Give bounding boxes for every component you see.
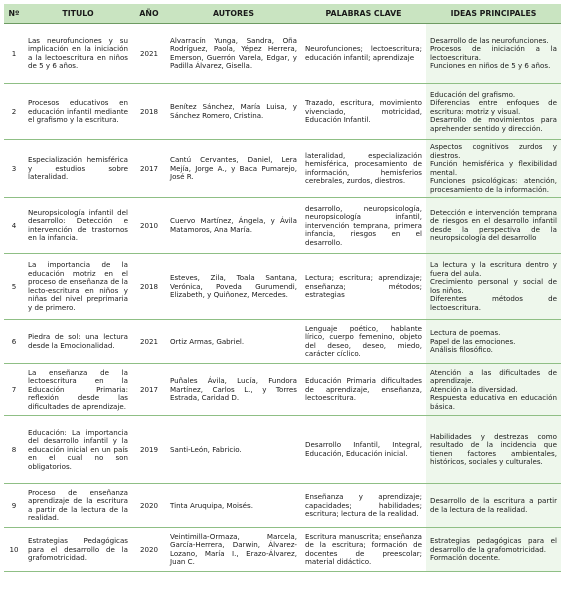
year-cell: 2019 <box>132 416 166 484</box>
table-row <box>4 364 561 416</box>
table-row <box>4 140 561 198</box>
year-cell: 2020 <box>132 484 166 528</box>
ideas-cell: Estrategias pedagógicas para el desarrollo de la grafomotricidad. Formación docente. <box>426 528 561 572</box>
title-cell: La importancia de la educación motriz en el proceso de enseñanza de la lecto-escritura en niños y niñas del nivel preprimaria y de primero. <box>24 254 132 320</box>
authors-cell: Puñales Ávila, Lucía, Fundora Martínez, Carlos L., y Torres Estrada, Caridad D. <box>166 364 301 416</box>
row-number-cell: 7 <box>4 364 24 416</box>
row-number-cell: 6 <box>4 320 24 364</box>
ideas-cell: La lectura y la escritura dentro y fuera del aula. Crecimiento personal y social de los niños. Diferentes métodos de lectoescritura. <box>426 254 561 320</box>
keywords-cell: Neurofunciones; lectoescritura; educación infantil; aprendizaje <box>301 24 426 84</box>
keywords-cell: lateralidad, especialización hemisférica, procesamiento de información, hemisferios cerebrales, zurdos, diestros. <box>301 140 426 198</box>
table-row <box>4 198 561 254</box>
row-number-cell: 2 <box>4 84 24 140</box>
year-cell: 2020 <box>132 528 166 572</box>
row-number-cell: 3 <box>4 140 24 198</box>
authors-cell: Esteves, Zila, Toala Santana, Verónica, Poveda Gurumendi, Elizabeth, y Quiñonez, Mercedes. <box>166 254 301 320</box>
header-anio: AÑO <box>132 4 166 24</box>
title-cell: Las neurofunciones y su implicación en la iniciación a la lectoescritura en niños de 5 y 6 años. <box>24 24 132 84</box>
keywords-cell: desarrollo, neuropsicología, neuropsicología infantil, intervención temprana, primera infancia, riesgos en el desarrollo. <box>301 198 426 254</box>
ideas-cell: Desarrollo de la escritura a partir de la lectura de la realidad. <box>426 484 561 528</box>
header-titulo: TITULO <box>24 4 132 24</box>
header-ideas-principales: IDEAS PRINCIPALES <box>426 4 561 24</box>
ideas-cell: Lectura de poemas. Papel de las emociones. Análisis filosófico. <box>426 320 561 364</box>
title-cell: Estrategias Pedagógicas para el desarrollo de la grafomotricidad. <box>24 528 132 572</box>
keywords-cell: Escritura manuscrita; enseñanza de la escritura; formación de docentes de preescolar; material didáctico. <box>301 528 426 572</box>
table-row <box>4 320 561 364</box>
keywords-cell: Lectura; escritura; aprendizaje; enseñanza; métodos; estrategias <box>301 254 426 320</box>
table-row <box>4 24 561 84</box>
title-cell: La enseñanza de la lectoescritura en la Educación Primaria: reflexión desde las dificultades de aprendizaje. <box>24 364 132 416</box>
ideas-cell: Atención a las dificultades de aprendizaje. Atención a la diversidad. Respuesta educativa en educación básica. <box>426 364 561 416</box>
year-cell: 2010 <box>132 198 166 254</box>
authors-cell: Tinta Aruquipa, Moisés. <box>166 484 301 528</box>
row-number-cell: 9 <box>4 484 24 528</box>
title-cell: Procesos educativos en educación infantil mediante el grafismo y la escritura. <box>24 84 132 140</box>
literature-review-table-container <box>4 4 561 572</box>
authors-cell: Benítez Sánchez, María Luisa, y Sánchez Romero, Cristina. <box>166 84 301 140</box>
year-cell: 2018 <box>132 84 166 140</box>
year-cell: 2018 <box>132 254 166 320</box>
keywords-cell: Enseñanza y aprendizaje; capacidades; habilidades; escritura; lectura de la realidad. <box>301 484 426 528</box>
header-num: Nº <box>4 4 24 24</box>
table-row <box>4 84 561 140</box>
keywords-cell: Educación Primaria dificultades de aprendizaje, enseñanza, lectoescritura. <box>301 364 426 416</box>
authors-cell: Cantú Cervantes, Daniel, Lera Mejía, Jorge A., y Baca Pumarejo, José R. <box>166 140 301 198</box>
year-cell: 2017 <box>132 364 166 416</box>
title-cell: Educación: La importancia del desarrollo infantil y la educación inicial en un país en el cual no son obligatorios. <box>24 416 132 484</box>
row-number-cell: 10 <box>4 528 24 572</box>
header-row <box>4 4 561 24</box>
table-row <box>4 484 561 528</box>
year-cell: 2017 <box>132 140 166 198</box>
table-row <box>4 254 561 320</box>
title-cell: Neuropsicología infantil del desarrollo: Detección e intervención de trastornos en la infancia. <box>24 198 132 254</box>
literature-review-table <box>4 4 561 572</box>
authors-cell: Alvarracín Yunga, Sandra, Oña Rodríguez, Paola, Yépez Herrera, Emerson, Guerrón Varela, Edgar, y Padilla Álvarez, Gisella. <box>166 24 301 84</box>
title-cell: Especialización hemisférica y estudios sobre lateralidad. <box>24 140 132 198</box>
row-number-cell: 1 <box>4 24 24 84</box>
authors-cell: Veintimilla-Ormaza, Marcela, García-Herrera, Darwin, Álvarez-Lozano, María I., Erazo-Álvarez, Juan C. <box>166 528 301 572</box>
table-row <box>4 528 561 572</box>
table-body <box>4 24 561 572</box>
authors-cell: Ortiz Armas, Gabriel. <box>166 320 301 364</box>
row-number-cell: 5 <box>4 254 24 320</box>
ideas-cell: Detección e intervención temprana de riesgos en el desarrollo infantil desde la perspectiva de la neuropsicología del desarrollo <box>426 198 561 254</box>
row-number-cell: 8 <box>4 416 24 484</box>
header-autores: AUTORES <box>166 4 301 24</box>
keywords-cell: Lenguaje poético, hablante lírico, cuerpo femenino, objeto del deseo, deseo, miedo, carácter cíclico. <box>301 320 426 364</box>
ideas-cell: Educación del grafismo. Diferencias entre enfoques de escritura: motriz y visual. Desarrollo de movimientos para aprehender sentido y dirección. <box>426 84 561 140</box>
title-cell: Piedra de sol: una lectura desde la Emocionalidad. <box>24 320 132 364</box>
keywords-cell: Desarrollo Infantil, Integral, Educación, Educación inicial. <box>301 416 426 484</box>
title-cell: Proceso de enseñanza aprendizaje de la escritura a partir de la lectura de la realidad. <box>24 484 132 528</box>
row-number-cell: 4 <box>4 198 24 254</box>
ideas-cell: Habilidades y destrezas como resultado de la incidencia que tienen factores ambientales, históricos, sociales y culturales. <box>426 416 561 484</box>
header-palabras-clave: PALABRAS CLAVE <box>301 4 426 24</box>
authors-cell: Santi-León, Fabricio. <box>166 416 301 484</box>
ideas-cell: Aspectos cognitivos zurdos y diestros. Función hemisférica y flexibilidad mental. Funciones psicológicas: atención, procesamiento de la información. <box>426 140 561 198</box>
ideas-cell: Desarrollo de las neurofunciones. Procesos de iniciación a la lectoescritura. Funciones en niños de 5 y 6 años. <box>426 24 561 84</box>
table-row <box>4 416 561 484</box>
year-cell: 2021 <box>132 24 166 84</box>
keywords-cell: Trazado, escritura, movimiento vivenciado, motricidad, Educación Infantil. <box>301 84 426 140</box>
year-cell: 2021 <box>132 320 166 364</box>
authors-cell: Cuervo Martínez, Ángela, y Ávila Matamoros, Ana María. <box>166 198 301 254</box>
